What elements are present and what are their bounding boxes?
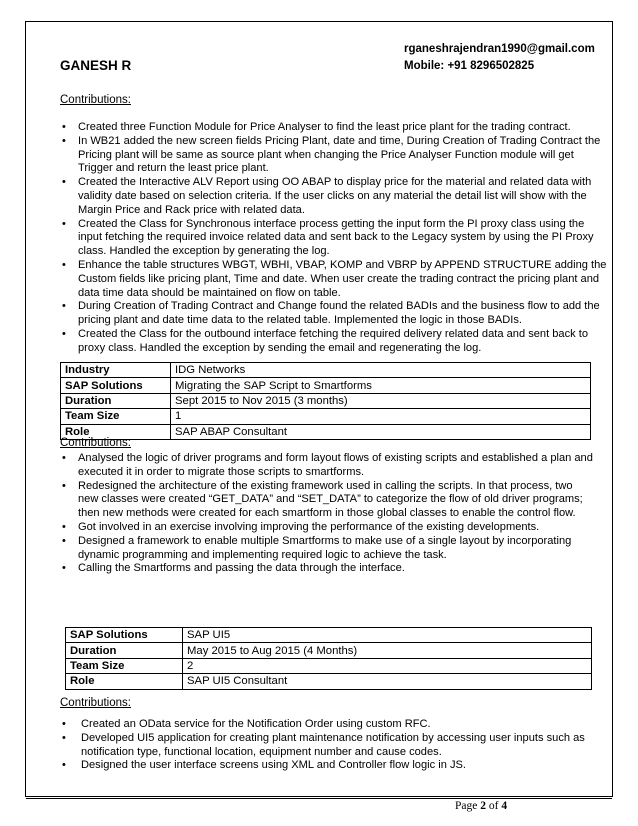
mobile-number: Mobile: +91 8296502825 xyxy=(404,60,535,72)
row-value: SAP UI5 Consultant xyxy=(183,674,592,689)
row-value: Sept 2015 to Nov 2015 (3 months) xyxy=(171,393,591,408)
page-number xyxy=(455,800,507,812)
row-value: SAP UI5 xyxy=(183,628,592,643)
project-details-table-1 xyxy=(60,362,591,440)
row-value: SAP ABAP Consultant xyxy=(171,424,591,439)
table-row xyxy=(61,424,591,439)
list-item: • Developed UI5 application for creating plant maintenance notification by accessing user inputs such as notification type, functional location, equipment number and cause codes. xyxy=(62,732,594,760)
of-word: of xyxy=(488,800,499,812)
table-row xyxy=(66,658,592,673)
list-item: • Created an OData service for the Notification Order using custom RFC. xyxy=(62,718,594,732)
list-item: • Enhance the table structures WBGT, WBHI, VBAP, KOMP and VBRP by APPEND STRUCTURE adding the Custom fields like pricing plant, Time and date. When user create the trading contract the pricing plant and data time data should be maintained on flow on table. xyxy=(62,259,607,300)
row-label: Team Size xyxy=(61,409,171,424)
list-item: • Calling the Smartforms and passing the data through the interface. xyxy=(62,562,594,576)
contributions-list-1 xyxy=(62,121,607,356)
row-value: May 2015 to Aug 2015 (4 Months) xyxy=(183,643,592,658)
list-item: • Redesigned the architecture of the existing framework used in calling the scripts. In that process, two new classes were created “GET_DATA” and “SET_DATA” to categorize the flow of old driver programs; then new methods were created for each smartform in those global classes to enable the control flow. xyxy=(62,480,594,521)
list-item: • In WB21 added the new screen fields Pricing Plant, date and time, During Creation of Trading Contract the Pricing plant will be same as source plant when changing the Price Analyser Function module will get Trigger and return the least price plant. xyxy=(62,135,607,176)
list-item: • Got involved in an exercise involving improving the performance of the existing developments. xyxy=(62,521,594,535)
footer-divider xyxy=(26,798,612,799)
project-details-table-2 xyxy=(65,627,592,690)
row-label: SAP Solutions xyxy=(66,628,183,643)
list-item: • Designed a framework to enable multiple Smartforms to make use of a single layout by incorporating dynamic programming and implementing required logic to achieve the task. xyxy=(62,535,594,563)
table-row xyxy=(66,643,592,658)
table-row xyxy=(61,378,591,393)
row-label: SAP Solutions xyxy=(61,378,171,393)
list-item: • Analysed the logic of driver programs and form layout flows of existing scripts and established a plan and executed it in order to migrate those scripts to smartforms. xyxy=(62,452,594,480)
table-row xyxy=(61,393,591,408)
contributions-heading-1: Contributions: xyxy=(60,94,131,106)
contributions-list-2 xyxy=(62,452,594,576)
table-row xyxy=(66,628,592,643)
list-item: • Created the Interactive ALV Report using OO ABAP to display price for the material and related data with validity date based on selection criteria. If the user clicks on any material the detail list will show with the Margin Price and Rack price with related data. xyxy=(62,176,607,217)
page-word: Page xyxy=(455,800,478,812)
row-label: Duration xyxy=(66,643,183,658)
row-label: Team Size xyxy=(66,658,183,673)
email-address: rganeshrajendran1990@gmail.com xyxy=(404,43,595,55)
contributions-heading-2: Contributions: xyxy=(60,437,131,449)
row-label: Role xyxy=(61,424,171,439)
contributions-heading-3: Contributions: xyxy=(60,697,131,709)
row-value: Migrating the SAP Script to Smartforms xyxy=(171,378,591,393)
row-value: 2 xyxy=(183,658,592,673)
row-value: 1 xyxy=(171,409,591,424)
table-row xyxy=(61,363,591,378)
list-item: • Created the Class for the outbound interface fetching the required delivery related data and sent back to proxy class. Handled the exception by sending the email and regenerating the log. xyxy=(62,328,607,356)
list-item: • Created three Function Module for Price Analyser to find the least price plant for the trading contract. xyxy=(62,121,607,135)
list-item: • Created the Class for Synchronous interface process getting the input form the PI proxy class using the input fetching the required invoice related data and sent back to the Legacy system by using the PI Proxy class. Handled the exception by generating the log. xyxy=(62,218,607,259)
current-page: 2 xyxy=(480,800,486,812)
table-row xyxy=(61,409,591,424)
row-label: Industry xyxy=(61,363,171,378)
table-row xyxy=(66,674,592,689)
row-value: IDG Networks xyxy=(171,363,591,378)
row-label: Role xyxy=(66,674,183,689)
row-label: Duration xyxy=(61,393,171,408)
contributions-list-3 xyxy=(62,718,594,773)
list-item: • Designed the user interface screens using XML and Controller flow logic in JS. xyxy=(62,759,594,773)
candidate-name: GANESH R xyxy=(60,58,132,73)
list-item: • During Creation of Trading Contract and Change found the related BADIs and the business flow to add the pricing plant and date time data to the related table. Implemented the logic in those BADIs. xyxy=(62,300,607,328)
total-pages: 4 xyxy=(501,800,508,812)
